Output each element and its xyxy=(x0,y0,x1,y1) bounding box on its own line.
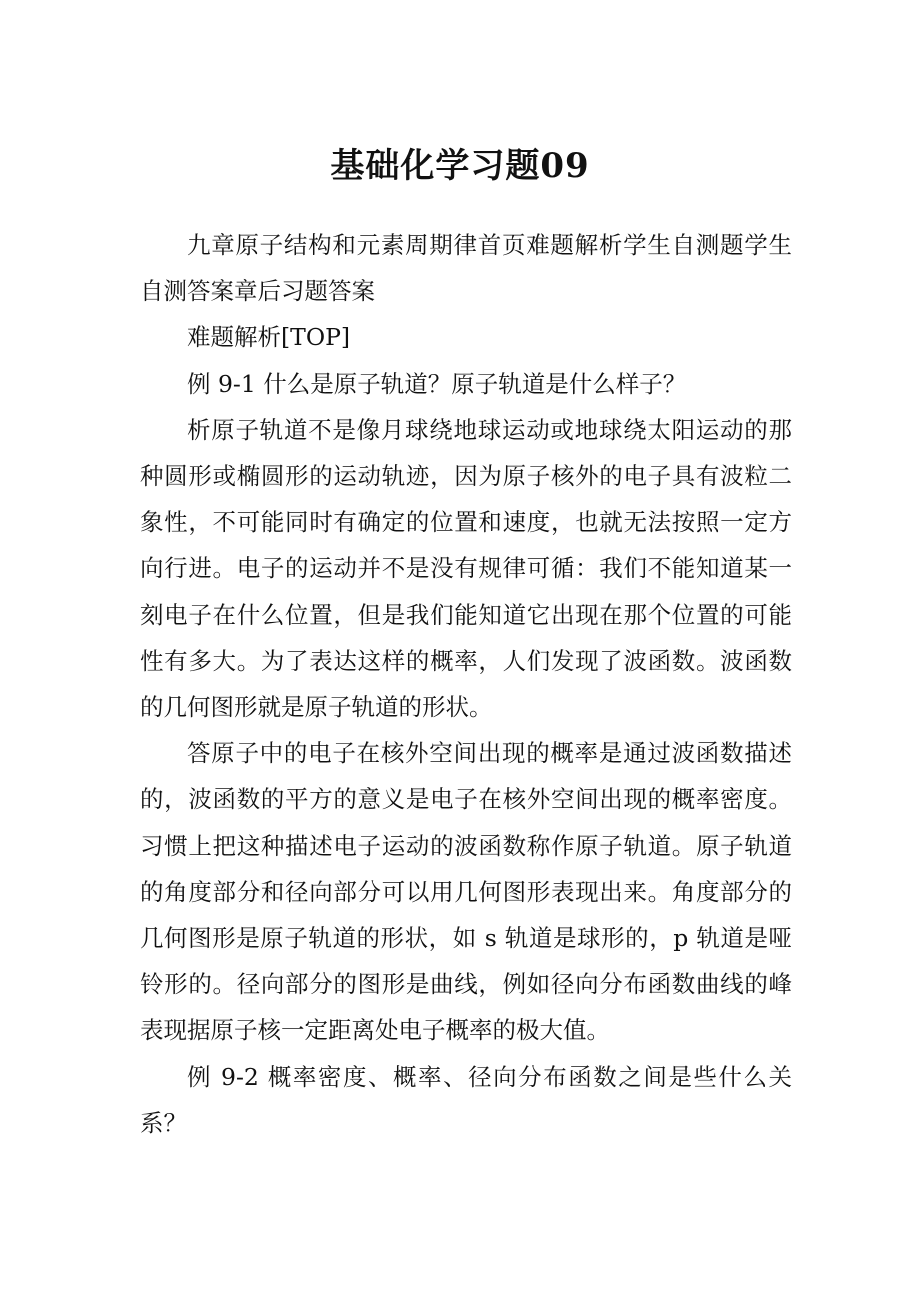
document-title: 基础化学习题09 xyxy=(330,146,590,186)
section-heading: 难题解析[TOP] xyxy=(187,323,351,352)
example-question: 例 9-1 什么是原子轨道？原子轨道是什么样子？ xyxy=(187,369,687,398)
analysis-paragraph: 析原子轨道不是像月球绕地球运动或地球绕太阳运动的那种圆形或椭圆形的运动轨迹，因为原子核外的电子具有波粒二象性，不可能同时有确定的位置和速度，也就无法按照一定方向行进。电子的运动并不是没有规律可循：我们不能知道某一刻电子在什么位置，但是我们能知道它出现在那个位置的可能性有多大。为了表达这样的概率，人们发现了波函数。波函数的几何图形就是原子轨道的形状。 xyxy=(140,415,792,722)
document-body xyxy=(140,222,792,1146)
intro-paragraph: 九章原子结构和元素周期律首页难题解析学生自测题学生自测答案章后习题答案 xyxy=(140,231,792,306)
answer-paragraph: 答原子中的电子在核外空间出现的概率是通过波函数描述的，波函数的平方的意义是电子在核外空间出现的概率密度。习惯上把这种描述电子运动的波函数称作原子轨道。原子轨道的角度部分和径向部分可以用几何图形表现出来。角度部分的几何图形是原子轨道的形状，如 s 轨道是球形的，p 轨道是哑铃形的。径向部分的图形是曲线，例如径向分布函数曲线的峰表现据原子核一定距离处电子概率的极大值。 xyxy=(140,739,792,1045)
example-question: 例 9-2 概率密度、概率、径向分布函数之间是些什么关系？ xyxy=(140,1062,792,1137)
